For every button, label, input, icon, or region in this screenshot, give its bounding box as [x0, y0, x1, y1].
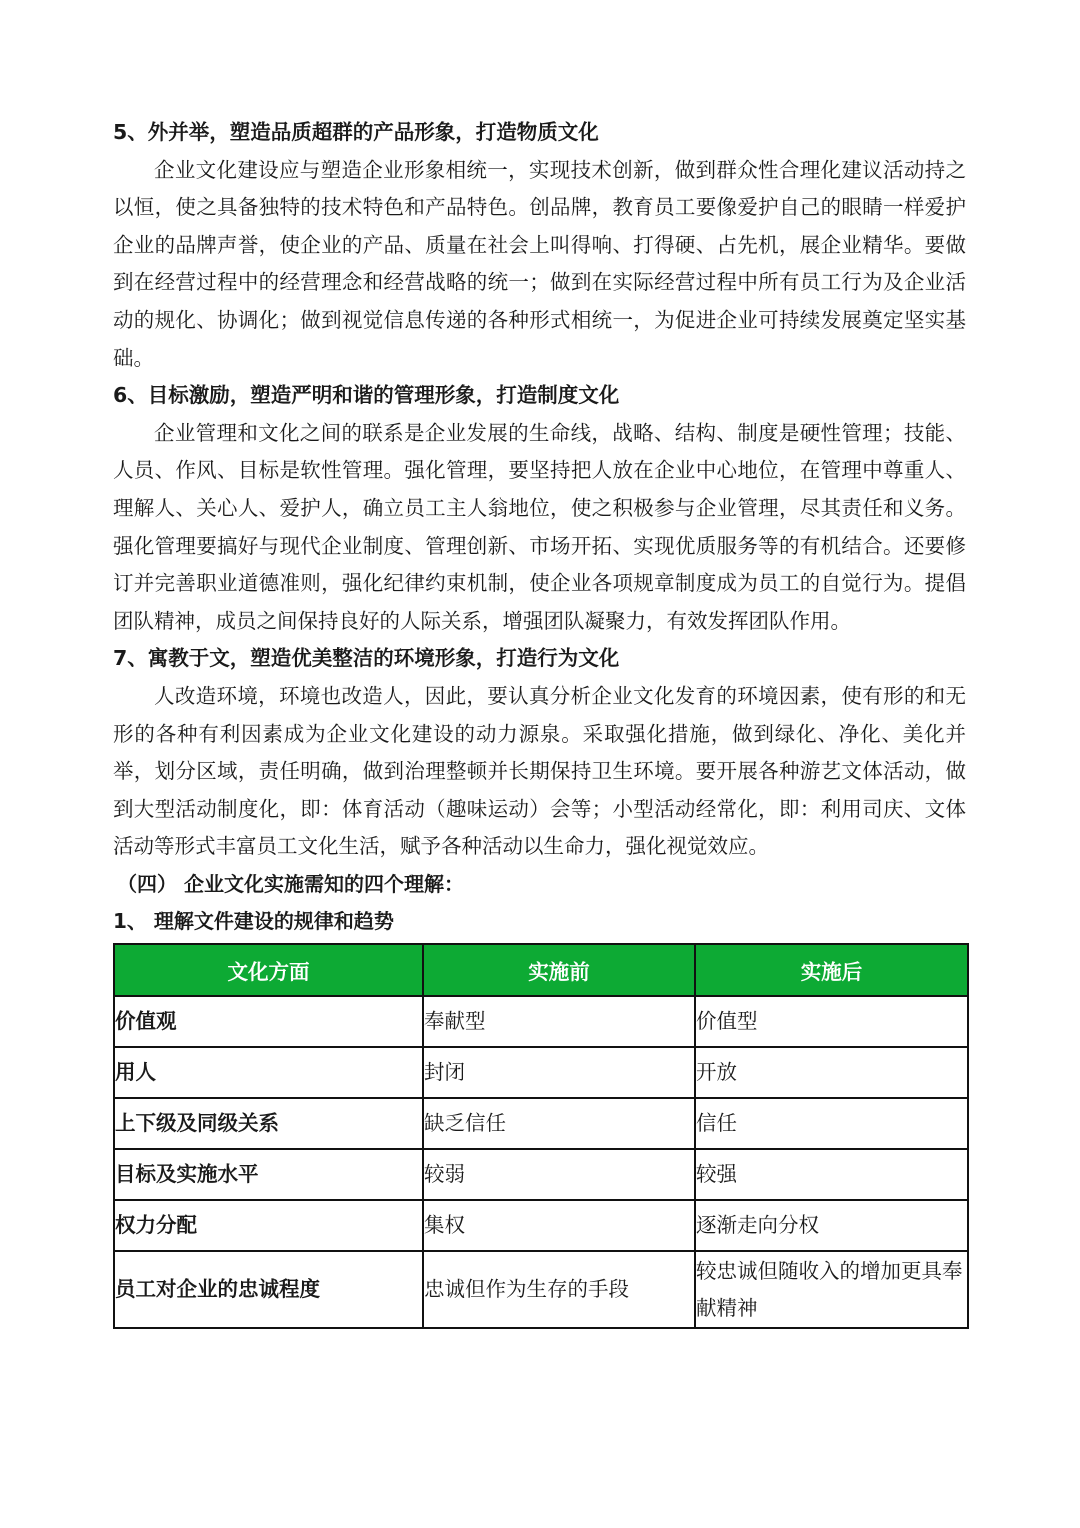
table-row [114, 1098, 968, 1149]
cell-after: 较强 [695, 1149, 968, 1200]
cell-after: 较忠诚但随收入的增加更具奉献精神 [695, 1251, 968, 1328]
cell-before: 集权 [423, 1200, 695, 1251]
table-row [114, 1251, 968, 1328]
cell-before: 奉献型 [423, 996, 695, 1047]
cell-after: 开放 [695, 1047, 968, 1098]
cell-aspect: 价值观 [114, 996, 423, 1047]
subsection-heading: （四） 企业文化实施需知的四个理解： [117, 871, 464, 896]
section-5-heading: 5、外并举，塑造品质超群的产品形象，打造物质文化 [113, 120, 599, 144]
header-before: 实施前 [423, 944, 695, 996]
cell-aspect: 用人 [114, 1047, 423, 1098]
section-6-body: 企业管理和文化之间的联系是企业发展的生命线，战略、结构、制度是硬性管理；技能、人员、作风、目标是软性管理。强化管理，要坚持把人放在企业中心地位，在管理中尊重人、理解人、关心人、爱护人，确立员工主人翁地位，使之积极参与企业管理，尽其责任和义务。强化管理要搞好与现代企业制度、管理创新、市场开拓、实现优质服务等的有机结合。还要修订并完善职业道德准则，强化纪律约束机制，使企业各项规章制度成为员工的自觉行为。提倡团队精神，成员之间保持良好的人际关系，增强团队凝聚力，有效发挥团队作用。 [113, 420, 966, 633]
cell-before: 封闭 [423, 1047, 695, 1098]
table-row [114, 996, 968, 1047]
section-6-heading: 6、目标激励，塑造严明和谐的管理形象，打造制度文化 [113, 383, 620, 408]
table-row [114, 1149, 968, 1200]
cell-after: 逐渐走向分权 [695, 1200, 968, 1251]
section-5-body: 企业文化建设应与塑造企业形象相统一，实现技术创新，做到群众性合理化建议活动持之以恒，使之具备独特的技术特色和产品特色。创品牌，教育员工要像爱护自己的眼睛一样爱护企业的品牌声誉，使企业的产品、质量在社会上叫得响、打得硬、占先机，展企业精华。要做到在经营过程中的经营理念和经营战略的统一；做到在实际经营过程中所有员工行为及企业活动的规化、协调化；做到视觉信息传递的各种形式相统一，为促进企业可持续发展奠定坚实基础。 [113, 157, 966, 370]
cell-before: 忠诚但作为生存的手段 [423, 1251, 695, 1328]
cell-after: 价值型 [695, 996, 968, 1047]
cell-aspect: 员工对企业的忠诚程度 [114, 1251, 423, 1328]
section-7-body: 人改造环境，环境也改造人，因此，要认真分析企业文化发育的环境因素，使有形的和无形的各种有利因素成为企业文化建设的动力源泉。采取强化措施，做到绿化、净化、美化并举，划分区域，责任明确，做到治理整顿并长期保持卫生环境。要开展各种游艺文体活动，做到大型活动制度化，即：体育活动（趣味运动）会等；小型活动经常化，即：利用司庆、文体活动等形式丰富员工文化生活，赋予各种活动以生命力，强化视觉效应。 [113, 683, 966, 859]
document-page [113, 114, 966, 1329]
cell-before: 缺乏信任 [423, 1098, 695, 1149]
table-row [114, 1200, 968, 1251]
table-title: 1、 理解文件建设的规律和趋势 [113, 909, 394, 934]
cell-aspect: 上下级及同级关系 [114, 1098, 423, 1149]
cell-aspect: 权力分配 [114, 1200, 423, 1251]
cell-before: 较弱 [423, 1149, 695, 1200]
table-header-row [114, 944, 968, 996]
cell-aspect: 目标及实施水平 [114, 1149, 423, 1200]
section-7-heading: 7、寓教于文，塑造优美整洁的环境形象，打造行为文化 [113, 646, 620, 671]
culture-comparison-table [113, 943, 969, 1329]
cell-after: 信任 [695, 1098, 968, 1149]
header-after: 实施后 [695, 944, 968, 996]
header-aspect: 文化方面 [114, 944, 423, 996]
table-row [114, 1047, 968, 1098]
